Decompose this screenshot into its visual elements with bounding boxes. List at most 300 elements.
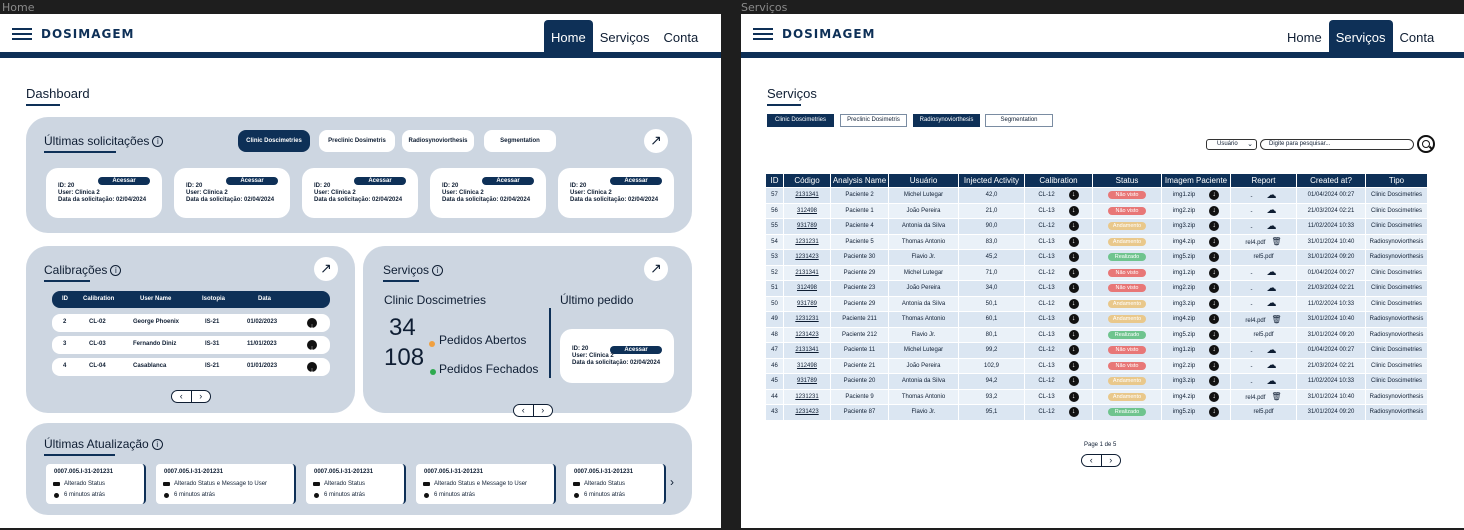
download-icon[interactable]: ↓ <box>1069 314 1079 324</box>
table-cell[interactable] <box>1162 296 1231 312</box>
edit-icon <box>53 482 60 486</box>
table-cell[interactable]: 1231231 <box>784 312 831 328</box>
cell-text: - <box>1250 379 1253 386</box>
table-cell <box>1093 250 1162 266</box>
download-icon[interactable]: ↓ <box>1209 345 1219 355</box>
request-card[interactable] <box>46 168 162 218</box>
table-cell <box>1093 343 1162 359</box>
cell-text: rel4.pdf <box>1245 240 1266 247</box>
table-cell <box>1093 312 1162 328</box>
status-badge: Não visto <box>1108 207 1146 215</box>
access-button[interactable]: Acessar <box>226 177 278 185</box>
download-icon[interactable]: ↓ <box>1209 299 1219 309</box>
prev-page-button[interactable]: ‹ <box>514 405 534 416</box>
table-cell: 01/04/2024 00:27 <box>1297 265 1366 281</box>
table-cell: 31/01/2024 09:20 <box>1297 405 1366 421</box>
table-cell: Paciente 4 <box>831 219 889 235</box>
cell-text: CL-12 <box>1038 223 1055 230</box>
cloud-upload-icon[interactable]: ☁ <box>1266 205 1277 217</box>
nav-conta[interactable]: Conta <box>663 30 699 45</box>
download-icon[interactable]: ↓ <box>1069 345 1079 355</box>
download-icon[interactable]: ↓ <box>1209 392 1219 402</box>
table-cell: 2 <box>63 319 67 325</box>
download-icon[interactable]: ↓ <box>1069 283 1079 293</box>
table-row[interactable] <box>766 250 1428 266</box>
tab-preclinic-dosimetris[interactable]: Preclinic Dosimetris <box>319 130 395 152</box>
update-item[interactable] <box>306 464 406 504</box>
cell-text: - <box>1250 271 1253 278</box>
table-cell[interactable] <box>1162 188 1231 204</box>
table-cell: Paciente 211 <box>831 312 889 328</box>
cell-text: img2.zip <box>1172 207 1196 214</box>
open-count: 34 <box>389 314 416 341</box>
download-icon[interactable]: ↓ <box>1209 237 1219 247</box>
status-badge: Não visto <box>1108 284 1146 292</box>
hamburger-menu-icon[interactable] <box>12 28 32 40</box>
table-cell[interactable] <box>1231 343 1297 359</box>
nav-home[interactable]: Home <box>1287 30 1322 45</box>
table-cell[interactable] <box>1231 312 1297 328</box>
trash-icon[interactable]: 🗑 <box>1271 237 1282 247</box>
table-cell <box>1025 405 1093 421</box>
tab-radiosynoviorthesis[interactable]: Radiosynoviorthesis <box>402 130 474 152</box>
cell-text: CL-13 <box>1038 331 1055 338</box>
download-icon[interactable]: ↓ <box>1069 376 1079 386</box>
cell-text: rel5.pdf <box>1253 331 1274 338</box>
status-badge: Andamento <box>1108 222 1146 230</box>
table-cell: Paciente 87 <box>831 405 889 421</box>
table-cell: Michel Lutegar <box>889 265 959 281</box>
table-cell[interactable]: 1231423 <box>784 405 831 421</box>
download-icon[interactable]: ↓ <box>1069 407 1079 417</box>
request-card[interactable] <box>174 168 290 218</box>
request-card[interactable] <box>430 168 546 218</box>
request-card[interactable] <box>302 168 418 218</box>
column-header: Analysis Name <box>831 174 889 188</box>
trash-icon[interactable]: 🗑 <box>1271 392 1282 402</box>
cell-text: img1.zip <box>1172 269 1196 276</box>
table-cell: IS-21 <box>205 363 220 369</box>
table-cell <box>1093 234 1162 250</box>
request-user: User: Clinica 2 <box>186 190 228 196</box>
table-row[interactable] <box>766 234 1428 250</box>
table-row[interactable] <box>766 203 1428 219</box>
info-icon[interactable]: i <box>152 439 163 450</box>
table-cell[interactable]: 312498 <box>784 358 831 374</box>
table-row[interactable] <box>766 389 1428 405</box>
download-icon[interactable]: ↓ <box>1069 330 1079 340</box>
download-icon[interactable]: ↓ <box>1069 206 1079 216</box>
table-cell: João Pereira <box>889 281 959 297</box>
services-title: Serviços i <box>383 263 443 277</box>
table-cell[interactable] <box>1162 374 1231 390</box>
table-cell: João Pereira <box>889 358 959 374</box>
table-cell: 54 <box>766 234 784 250</box>
download-icon[interactable]: ↓ <box>1209 376 1219 386</box>
next-page-button[interactable]: › <box>199 391 203 401</box>
table-cell <box>1025 374 1093 390</box>
table-cell: Paciente 23 <box>831 281 889 297</box>
clock-icon <box>314 493 319 498</box>
table-cell: 31/01/2024 10:40 <box>1297 312 1366 328</box>
divider <box>549 308 551 378</box>
table-cell: 94,2 <box>959 374 1025 390</box>
table-cell: 34,0 <box>959 281 1025 297</box>
table-cell <box>1093 265 1162 281</box>
table-cell <box>1025 265 1093 281</box>
last-order-card[interactable] <box>560 329 674 383</box>
cell-text: - <box>1250 348 1253 355</box>
info-icon[interactable]: i <box>110 265 121 276</box>
download-icon[interactable]: ↓ <box>1069 299 1079 309</box>
column-header: Código <box>784 174 831 188</box>
request-user: User: Clinica 2 <box>58 190 100 196</box>
table-cell: 50 <box>766 296 784 312</box>
table-cell[interactable]: 931789 <box>784 219 831 235</box>
table-cell: Radiosynoviorthesis <box>1366 405 1428 421</box>
expand-arrow-icon[interactable]: ↗ <box>644 129 668 153</box>
table-cell: 93,2 <box>959 389 1025 405</box>
table-cell: 43 <box>766 405 784 421</box>
cell-text: rel5.pdf <box>1253 409 1274 416</box>
table-cell: 47 <box>766 343 784 359</box>
update-action: Alterado Status <box>324 481 366 487</box>
nav-conta[interactable]: Conta <box>1399 30 1435 45</box>
table-cell[interactable] <box>1231 296 1297 312</box>
table-cell[interactable]: 2131341 <box>784 188 831 204</box>
logo: DOSIMAGEM <box>41 27 135 41</box>
cell-text: img3.zip <box>1172 300 1196 307</box>
table-cell[interactable] <box>1162 203 1231 219</box>
table-row[interactable]: 3 CL-03 Fernando Diniz IS-31 11/01/2023 ↓ <box>52 336 330 354</box>
cell-text: CL-12 <box>1038 347 1055 354</box>
table-row[interactable] <box>766 281 1428 297</box>
cell-text: img5.zip <box>1172 331 1196 338</box>
cell-text: CL-12 <box>1038 192 1055 199</box>
trash-icon[interactable]: 🗑 <box>1271 314 1282 324</box>
access-button[interactable]: Acessar <box>610 177 662 185</box>
table-cell: Radiosynoviorthesis <box>1366 312 1428 328</box>
update-item[interactable] <box>156 464 296 504</box>
table-cell[interactable] <box>1231 265 1297 281</box>
table-cell[interactable]: 2131341 <box>784 343 831 359</box>
table-cell: Antonia da Silva <box>889 219 959 235</box>
table-row[interactable] <box>766 265 1428 281</box>
download-icon[interactable]: ↓ <box>1069 268 1079 278</box>
cloud-upload-icon[interactable]: ☁ <box>1266 282 1277 294</box>
hamburger-menu-icon[interactable] <box>753 28 773 40</box>
cell-text: CL-13 <box>1038 254 1055 261</box>
table-cell: Clinic Doscimetries <box>1366 374 1428 390</box>
status-badge: Andamento <box>1108 238 1146 246</box>
table-cell <box>1025 312 1093 328</box>
table-cell[interactable]: 1231231 <box>784 234 831 250</box>
table-cell: 31/01/2024 09:20 <box>1297 327 1366 343</box>
table-cell: 21,0 <box>959 203 1025 219</box>
table-cell: Clinic Doscimetries <box>1366 188 1428 204</box>
nav-home[interactable]: Home <box>544 20 593 58</box>
search-icon[interactable] <box>1417 135 1435 153</box>
clock-icon <box>574 493 579 498</box>
top-navbar <box>741 14 1464 52</box>
download-icon[interactable]: ↓ <box>1069 190 1079 200</box>
table-cell: 57 <box>766 188 784 204</box>
table-cell: Paciente 29 <box>831 265 889 281</box>
update-item[interactable] <box>46 464 146 504</box>
expand-arrow-icon[interactable]: ↗ <box>314 257 338 281</box>
table-cell[interactable] <box>1231 358 1297 374</box>
table-cell: Clinic Doscimetries <box>1366 203 1428 219</box>
table-cell: Thomas Antonio <box>889 234 959 250</box>
table-cell <box>1093 374 1162 390</box>
cell-text: img4.zip <box>1172 316 1196 323</box>
frame-label-home: Home <box>2 1 35 14</box>
nav-servicos[interactable]: Serviços <box>1329 20 1393 58</box>
update-time: 6 minutos atrás <box>584 492 626 498</box>
table-cell[interactable] <box>1231 281 1297 297</box>
table-cell[interactable]: 1231423 <box>784 327 831 343</box>
download-icon[interactable]: ↓ <box>1209 361 1219 371</box>
table-cell: Clinic Doscimetries <box>1366 358 1428 374</box>
frame-label-servicos: Serviços <box>741 1 788 14</box>
download-icon[interactable]: ↓ <box>1069 361 1079 371</box>
prev-page-button[interactable]: ‹ <box>172 391 192 402</box>
access-button[interactable]: Acessar <box>482 177 534 185</box>
next-arrow-icon[interactable]: › <box>670 475 674 489</box>
table-row[interactable] <box>766 343 1428 359</box>
table-cell: 11/02/2024 10:33 <box>1297 219 1366 235</box>
table-cell[interactable] <box>1231 234 1297 250</box>
table-cell: Flavio Jr. <box>889 250 959 266</box>
table-cell: 11/01/2023 <box>247 341 277 347</box>
nav-servicos[interactable]: Serviços <box>599 30 650 45</box>
download-icon[interactable]: ↓ <box>1209 407 1219 417</box>
table-cell[interactable]: 1231423 <box>784 250 831 266</box>
table-cell: 4 <box>63 363 67 369</box>
table-cell[interactable] <box>1231 405 1297 421</box>
download-icon[interactable]: ↓ <box>1069 221 1079 231</box>
table-cell: Thomas Antonio <box>889 312 959 328</box>
table-cell[interactable] <box>1231 188 1297 204</box>
table-row[interactable] <box>766 188 1428 204</box>
table-cell[interactable] <box>1162 358 1231 374</box>
request-date: Data da solicitação: 02/04/2024 <box>442 197 531 203</box>
table-cell[interactable]: 312498 <box>784 203 831 219</box>
table-row[interactable] <box>766 405 1428 421</box>
calibrations-pager <box>171 390 211 403</box>
next-page-button[interactable]: › <box>541 405 545 415</box>
download-icon[interactable]: ↓ <box>1209 314 1219 324</box>
table-cell[interactable] <box>1231 203 1297 219</box>
table-row[interactable] <box>766 312 1428 328</box>
cloud-upload-icon[interactable]: ☁ <box>1266 344 1277 356</box>
cell-text: img3.zip <box>1172 223 1196 230</box>
table-cell: Clinic Doscimetries <box>1366 296 1428 312</box>
table-row[interactable]: 4 CL-04 Casablanca IS-21 01/01/2023 ↓ <box>52 358 330 376</box>
access-button[interactable]: Acessar <box>354 177 406 185</box>
cell-text: CL-13 <box>1038 207 1055 214</box>
table-cell <box>1025 281 1093 297</box>
column-header: Imagem Paciente <box>1162 174 1231 188</box>
search-input[interactable] <box>1260 139 1414 150</box>
status-badge: Andamento <box>1108 315 1146 323</box>
status-badge: Não visto <box>1108 362 1146 370</box>
download-icon[interactable]: ↓ <box>1209 268 1219 278</box>
info-icon[interactable]: i <box>432 265 443 276</box>
request-id: ID: 20 <box>186 183 203 189</box>
table-cell[interactable] <box>1231 389 1297 405</box>
table-cell <box>1025 234 1093 250</box>
update-time: 6 minutos atrás <box>174 492 216 498</box>
user-filter-select[interactable] <box>1206 139 1257 150</box>
table-cell[interactable] <box>1162 405 1231 421</box>
table-cell: 71,0 <box>959 265 1025 281</box>
table-cell <box>1093 188 1162 204</box>
table-cell: Radiosynoviorthesis <box>1366 389 1428 405</box>
column-header: Calibration <box>83 296 115 302</box>
table-cell[interactable] <box>1162 389 1231 405</box>
cell-text: - <box>1250 224 1253 231</box>
table-cell: 52 <box>766 265 784 281</box>
table-cell: Clinic Doscimetries <box>1366 343 1428 359</box>
table-cell[interactable] <box>1162 234 1231 250</box>
next-page-button[interactable]: › <box>1109 455 1113 465</box>
access-button[interactable]: Acessar <box>610 346 662 354</box>
updates-title: Últimas Atualização i <box>44 437 163 451</box>
table-cell: Casablanca <box>133 363 167 369</box>
cloud-upload-icon[interactable]: ☁ <box>1266 267 1277 279</box>
table-cell[interactable]: 2131341 <box>784 265 831 281</box>
open-dot-icon <box>429 341 435 347</box>
column-header: User Name <box>140 296 172 302</box>
download-icon[interactable]: ↓ <box>1069 392 1079 402</box>
table-row[interactable] <box>766 219 1428 235</box>
tab-clinic-doscimetries[interactable]: Clinic Doscimetries <box>238 130 310 152</box>
table-cell[interactable] <box>1162 219 1231 235</box>
cloud-upload-icon[interactable]: ☁ <box>1266 220 1277 232</box>
update-item[interactable] <box>566 464 666 504</box>
cell-text: - <box>1250 302 1253 309</box>
cell-text: CL-13 <box>1038 316 1055 323</box>
table-cell[interactable] <box>1162 327 1231 343</box>
cloud-upload-icon[interactable]: ☁ <box>1266 189 1277 201</box>
table-cell: Antonia da Silva <box>889 374 959 390</box>
table-cell: 49 <box>766 312 784 328</box>
tab-preclinic-dosimetris[interactable]: Preclinic Dosimetris <box>840 114 907 127</box>
table-cell <box>1025 203 1093 219</box>
tab-segmentation[interactable]: Segmentation <box>985 114 1053 127</box>
navbar-underline <box>741 52 1464 58</box>
info-icon[interactable]: i <box>152 136 163 147</box>
table-cell <box>1093 358 1162 374</box>
download-icon[interactable]: ↓ <box>1209 221 1219 231</box>
prev-page-button[interactable]: ‹ <box>1082 455 1102 466</box>
table-cell[interactable] <box>1162 343 1231 359</box>
tab-clinic-doscimetries[interactable]: Clinic Doscimetries <box>767 114 834 127</box>
status-badge: Realizado <box>1108 253 1146 261</box>
page-info: Page 1 de 5 <box>1084 442 1117 448</box>
cell-text: - <box>1250 209 1253 216</box>
expand-arrow-icon[interactable]: ↗ <box>644 257 668 281</box>
table-row[interactable] <box>766 296 1428 312</box>
clock-icon <box>54 493 59 498</box>
column-header: Data <box>258 296 272 302</box>
update-action: Alterado Status e Message to User <box>434 481 528 487</box>
last-order-title: Último pedido <box>560 293 634 307</box>
services-pager <box>513 404 553 417</box>
cloud-upload-icon[interactable]: ☁ <box>1266 298 1277 310</box>
cell-text: img2.zip <box>1172 362 1196 369</box>
status-badge: Andamento <box>1108 300 1146 308</box>
table-row[interactable] <box>766 374 1428 390</box>
download-icon[interactable]: ↓ <box>1069 252 1079 262</box>
table-cell[interactable]: 931789 <box>784 296 831 312</box>
download-icon[interactable]: ↓ <box>1209 283 1219 293</box>
request-card[interactable] <box>558 168 674 218</box>
table-cell[interactable] <box>1162 265 1231 281</box>
closed-label: Pedidos Fechados <box>439 362 539 376</box>
access-button[interactable]: Acessar <box>98 177 150 185</box>
table-cell[interactable]: 312498 <box>784 281 831 297</box>
table-cell[interactable] <box>1162 312 1231 328</box>
tab-segmentation[interactable]: Segmentation <box>484 130 556 152</box>
request-id: ID: 20 <box>442 183 459 189</box>
table-cell: 53 <box>766 250 784 266</box>
cloud-upload-icon[interactable]: ☁ <box>1266 375 1277 387</box>
table-cell[interactable] <box>1162 250 1231 266</box>
request-id: ID: 20 <box>570 183 587 189</box>
download-icon[interactable]: ↓ <box>1069 237 1079 247</box>
table-cell <box>1025 188 1093 204</box>
cloud-upload-icon[interactable]: ☁ <box>1266 360 1277 372</box>
update-item[interactable] <box>416 464 556 504</box>
download-icon[interactable]: ↓ <box>1209 330 1219 340</box>
cell-text: img4.zip <box>1172 238 1196 245</box>
update-time: 6 minutos atrás <box>434 492 476 498</box>
table-cell <box>1025 327 1093 343</box>
status-badge: Realizado <box>1108 331 1146 339</box>
table-cell[interactable] <box>1231 327 1297 343</box>
table-cell[interactable] <box>1231 374 1297 390</box>
table-row[interactable] <box>766 327 1428 343</box>
update-time: 6 minutos atrás <box>64 492 106 498</box>
cell-text: rel4.pdf <box>1245 395 1266 402</box>
table-cell[interactable] <box>1162 281 1231 297</box>
download-icon[interactable]: ↓ <box>1209 190 1219 200</box>
table-row[interactable]: 2 CL-02 George Phoenix IS-21 01/02/2023 ↓ <box>52 314 330 332</box>
table-row[interactable] <box>766 358 1428 374</box>
request-date: Data da solicitação: 02/04/2024 <box>314 197 403 203</box>
table-cell: Antonia da Silva <box>889 296 959 312</box>
cell-text: CL-13 <box>1038 238 1055 245</box>
table-cell[interactable]: 1231231 <box>784 389 831 405</box>
table-cell: João Pereira <box>889 203 959 219</box>
table-cell: 3 <box>63 341 67 347</box>
table-cell[interactable] <box>1231 250 1297 266</box>
table-cell: Radiosynoviorthesis <box>1366 250 1428 266</box>
cell-text: CL-13 <box>1038 362 1055 369</box>
table-cell <box>1093 281 1162 297</box>
tab-radiosynoviorthesis[interactable]: Radiosynoviorthesis <box>913 114 980 127</box>
download-icon[interactable]: ↓ <box>1209 252 1219 262</box>
cell-text: img2.zip <box>1172 285 1196 292</box>
table-cell: Clinic Doscimetries <box>1366 219 1428 235</box>
table-cell[interactable] <box>1231 219 1297 235</box>
column-header: Status <box>1093 174 1162 188</box>
download-icon[interactable]: ↓ <box>1209 206 1219 216</box>
services-subtitle: Clinic Doscimetries <box>384 293 487 307</box>
table-cell[interactable]: 931789 <box>784 374 831 390</box>
